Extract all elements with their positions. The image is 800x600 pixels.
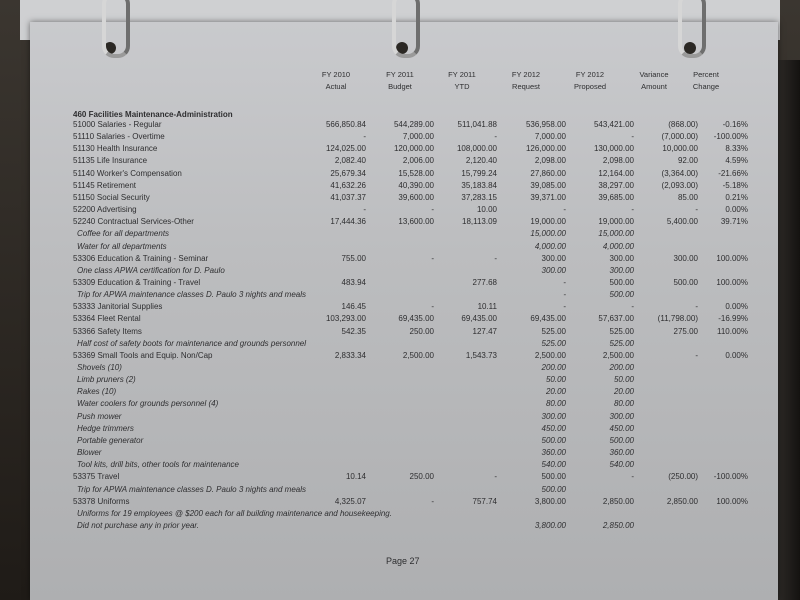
cell-request: - <box>563 277 566 287</box>
cell-budget: 7,000.00 <box>402 132 434 142</box>
cell-proposed: 4,000.00 <box>602 241 634 251</box>
line-item-note: Rakes (10) <box>77 387 117 397</box>
cell-request: 540.00 <box>541 460 566 470</box>
cell-actual: 542.35 <box>341 326 366 336</box>
cell-percent: -100.00% <box>713 132 748 142</box>
cell-proposed: 200.00 <box>609 363 634 372</box>
line-item-label: 53309 Education & Training - Travel <box>73 277 201 287</box>
line-item-note: Water for all departments <box>77 241 167 251</box>
cell-variance: - <box>695 302 698 312</box>
line-item-note: Half cost of safety boots for maintenance and grounds personnel <box>77 338 307 348</box>
cell-proposed: 525.00 <box>609 338 634 348</box>
cell-proposed: - <box>631 132 634 142</box>
cell-ytd: 277.68 <box>472 277 497 287</box>
line-item-note: Did not purchase any in prior year. <box>77 520 199 530</box>
cell-proposed: 2,098.00 <box>602 156 634 166</box>
line-item-note: Hedge trimmers <box>77 423 134 433</box>
binder-ring <box>102 0 130 58</box>
cell-percent: -100.00% <box>713 472 748 482</box>
cell-ytd: 18,113.09 <box>462 217 497 227</box>
line-item-note: One class APWA certification for D. Paulo <box>77 265 225 275</box>
cell-proposed: 15,000.00 <box>598 229 634 239</box>
cell-ytd: - <box>494 253 497 263</box>
cell-ytd: 757.74 <box>472 496 497 506</box>
cell-request: 39,371.00 <box>530 192 566 202</box>
line-item-label: 53375 Travel <box>73 472 120 482</box>
cell-variance: (868.00) <box>668 120 698 129</box>
cell-ytd: 108,000.00 <box>456 144 497 154</box>
cell-request: 500.00 <box>541 472 566 482</box>
cell-ytd: - <box>494 472 497 482</box>
cell-percent: 110.00% <box>717 326 748 336</box>
cell-actual: 146.45 <box>341 302 366 312</box>
line-item-note: Coffee for all departments <box>77 229 170 239</box>
cell-proposed: 540.00 <box>609 460 634 470</box>
cell-variance: 5,400.00 <box>666 217 698 227</box>
cell-request: 7,000.00 <box>534 132 566 142</box>
cell-proposed: 2,850.00 <box>602 496 634 506</box>
line-item-note: Trip for APWA maintenance classes D. Paulo 3 nights and meals <box>77 290 306 300</box>
cell-request: 200.00 <box>541 363 566 372</box>
cell-budget: - <box>431 302 434 312</box>
line-item-label: 53369 Small Tools and Equip. Non/Cap <box>73 350 213 360</box>
binder-ring <box>678 0 706 58</box>
cell-ytd: 69,435.00 <box>461 314 497 324</box>
line-item-label: 53306 Education & Training - Seminar <box>73 253 209 263</box>
cell-request: 360.00 <box>541 448 566 458</box>
cell-proposed: 500.00 <box>609 435 634 445</box>
column-header-actual: FY 2010 <box>321 70 351 79</box>
line-item-label: 51150 Social Security <box>73 192 150 202</box>
cell-ytd: 10.00 <box>476 205 497 215</box>
cell-proposed: 50.00 <box>613 375 634 385</box>
cell-ytd: 511,041.88 <box>457 120 497 129</box>
cell-request: - <box>563 302 566 312</box>
cell-proposed: 12,164.00 <box>598 168 634 178</box>
cell-actual: - <box>363 205 366 215</box>
column-header-request: FY 2012 <box>511 70 541 79</box>
cell-percent: -5.18% <box>722 180 748 190</box>
cell-request: 300.00 <box>541 253 566 263</box>
line-item-label: 53333 Janitorial Supplies <box>73 302 163 312</box>
cell-variance: (2,093.00) <box>661 180 698 190</box>
cell-percent: 8.33% <box>725 144 748 154</box>
cell-actual: 124,025.00 <box>325 144 366 154</box>
cell-actual: 41,037.37 <box>330 192 366 202</box>
cell-ytd: 2,120.40 <box>465 156 497 166</box>
cell-actual: - <box>363 132 366 142</box>
column-header-ytd: YTD <box>454 82 470 91</box>
line-item-note: Portable generator <box>77 435 144 445</box>
cell-actual: 566,850.84 <box>325 120 366 129</box>
line-item-note: Trip for APWA maintenance classes D. Paulo 3 nights and meals <box>77 484 306 494</box>
cell-variance: 10,000.00 <box>662 144 698 154</box>
cell-actual: 755.00 <box>341 253 366 263</box>
cell-request: 300.00 <box>541 411 566 421</box>
cell-budget: 120,000.00 <box>393 144 434 154</box>
document-page <box>30 22 778 600</box>
cell-percent: 4.59% <box>725 156 748 166</box>
cell-actual: 103,293.00 <box>325 314 366 324</box>
cell-proposed: - <box>631 302 634 312</box>
cell-percent: -0.16% <box>722 120 748 129</box>
cell-ytd: 127.47 <box>472 326 497 336</box>
column-header-request: Request <box>512 82 540 91</box>
cell-variance: 500.00 <box>673 277 698 287</box>
cell-proposed: 543,421.00 <box>593 120 634 129</box>
cell-variance: 275.00 <box>673 326 698 336</box>
line-item-label: 51110 Salaries - Overtime <box>73 132 165 142</box>
line-item-label: 51145 Retirement <box>73 180 136 190</box>
cell-proposed: - <box>631 205 634 215</box>
cell-request: 300.00 <box>541 265 566 275</box>
cell-actual: 17,444.36 <box>330 217 366 227</box>
cell-percent: 0.00% <box>725 350 748 360</box>
cell-proposed: 19,000.00 <box>598 217 634 227</box>
cell-ytd: - <box>494 132 497 142</box>
cell-proposed: 300.00 <box>609 265 634 275</box>
column-header-proposed: FY 2012 <box>575 70 605 79</box>
cell-percent: 0.00% <box>725 302 748 312</box>
column-header-proposed: Proposed <box>573 82 607 91</box>
cell-request: 80.00 <box>545 399 566 409</box>
line-item-label: 52200 Advertising <box>73 205 137 215</box>
cell-budget: 13,600.00 <box>398 217 434 227</box>
cell-ytd: 1,543.73 <box>465 350 497 360</box>
line-item-note: Shovels (10) <box>77 363 122 372</box>
cell-percent: -16.99% <box>718 314 748 324</box>
cell-proposed: 20.00 <box>613 387 634 397</box>
line-item-label: 51135 Life Insurance <box>73 156 148 166</box>
column-header-budget: FY 2011 <box>386 70 414 79</box>
section-title: 460 Facilities Maintenance-Administration <box>73 110 233 119</box>
cell-request: 525.00 <box>541 326 566 336</box>
line-item-note: Blower <box>77 448 102 458</box>
line-item-note: Limb pruners (2) <box>77 375 136 385</box>
cell-ytd: 15,799.24 <box>461 168 497 178</box>
column-header-budget: Budget <box>388 82 412 91</box>
cell-request: 525.00 <box>541 338 566 348</box>
cell-actual: 2,833.34 <box>334 350 366 360</box>
cell-budget: 40,390.00 <box>398 180 434 190</box>
cell-percent: 0.00% <box>725 205 748 215</box>
cell-budget: - <box>431 205 434 215</box>
cell-request: - <box>563 205 566 215</box>
cell-request: 536,958.00 <box>525 120 566 129</box>
binder-cover <box>778 60 800 600</box>
cell-percent: 100.00% <box>716 253 748 263</box>
cell-proposed: 39,685.00 <box>598 192 634 202</box>
line-item-note: Uniforms for 19 employees @ $200 each for all building maintenance and housekeeping. <box>77 508 392 518</box>
cell-request: 2,500.00 <box>534 350 566 360</box>
cell-request: 500.00 <box>541 484 566 494</box>
cell-request: 126,000.00 <box>525 144 566 154</box>
cell-request: 450.00 <box>541 423 566 433</box>
cell-proposed: 2,500.00 <box>602 350 634 360</box>
line-item-note: Water coolers for grounds personnel (4) <box>77 399 219 409</box>
page-number: Page 27 <box>386 556 420 566</box>
cell-variance: 300.00 <box>673 253 698 263</box>
cell-percent: 100.00% <box>716 277 748 287</box>
cell-proposed: 300.00 <box>609 253 634 263</box>
cell-proposed: - <box>631 472 634 482</box>
line-item-label: 51130 Health Insurance <box>73 144 158 154</box>
cell-variance: (250.00) <box>668 472 698 482</box>
cell-request: 50.00 <box>545 375 566 385</box>
column-header-variance: Variance <box>639 70 669 79</box>
cell-request: 3,800.00 <box>534 496 566 506</box>
line-item-label: 53378 Uniforms <box>73 496 130 506</box>
line-item-note: Push mower <box>77 411 122 421</box>
column-header-percent: Change <box>692 82 720 91</box>
cell-request: - <box>563 290 566 300</box>
cell-budget: 250.00 <box>409 472 434 482</box>
cell-variance: 92.00 <box>677 156 698 166</box>
cell-request: 20.00 <box>545 387 566 397</box>
cell-budget: 2,006.00 <box>402 156 434 166</box>
cell-variance: (11,798.00) <box>657 314 698 324</box>
cell-actual: 4,325.07 <box>334 496 366 506</box>
cell-proposed: 130,000.00 <box>593 144 634 154</box>
cell-ytd: 37,283.15 <box>461 192 497 202</box>
column-header-variance: Amount <box>641 82 667 91</box>
cell-budget: 544,289.00 <box>393 120 434 129</box>
cell-proposed: 450.00 <box>609 423 634 433</box>
cell-actual: 25,679.34 <box>330 168 366 178</box>
cell-variance: 85.00 <box>677 192 698 202</box>
column-header-ytd: FY 2011 <box>448 70 476 79</box>
cell-budget: 2,500.00 <box>402 350 434 360</box>
line-item-label: 53364 Fleet Rental <box>73 314 141 324</box>
cell-budget: 250.00 <box>409 326 434 336</box>
cell-percent: 0.21% <box>725 192 748 202</box>
line-item-label: 51000 Salaries - Regular <box>73 120 162 129</box>
cell-request: 2,098.00 <box>534 156 566 166</box>
column-header-actual: Actual <box>325 82 347 91</box>
cell-percent: -21.66% <box>718 168 748 178</box>
cell-proposed: 500.00 <box>609 277 634 287</box>
cell-proposed: 525.00 <box>609 326 634 336</box>
cell-budget: 15,528.00 <box>398 168 434 178</box>
cell-budget: 39,600.00 <box>398 192 434 202</box>
cell-actual: 2,082.40 <box>334 156 366 166</box>
cell-proposed: 360.00 <box>609 448 634 458</box>
line-item-label: 52240 Contractual Services-Other <box>73 217 194 227</box>
cell-request: 39,085.00 <box>530 180 566 190</box>
cell-variance: (7,000.00) <box>661 132 698 142</box>
cell-variance: - <box>695 205 698 215</box>
cell-budget: 69,435.00 <box>398 314 434 324</box>
cell-actual: 41,632.26 <box>330 180 366 190</box>
cell-request: 500.00 <box>541 435 566 445</box>
line-item-label: 51140 Worker's Compensation <box>73 168 182 178</box>
cell-proposed: 2,850.00 <box>602 520 634 530</box>
cell-actual: 10.14 <box>345 472 366 482</box>
cell-request: 27,860.00 <box>530 168 566 178</box>
cell-variance: - <box>695 350 698 360</box>
cell-variance: 2,850.00 <box>666 496 698 506</box>
cell-ytd: 10.11 <box>477 302 497 312</box>
cell-budget: - <box>431 496 434 506</box>
line-item-note: Tool kits, drill bits, other tools for maintenance <box>77 460 240 470</box>
cell-request: 69,435.00 <box>530 314 566 324</box>
cell-proposed: 57,637.00 <box>598 314 634 324</box>
cell-variance: (3,364.00) <box>661 168 698 178</box>
cell-percent: 39.71% <box>720 217 748 227</box>
line-item-label: 53366 Safety Items <box>73 326 142 336</box>
cell-ytd: 35,183.84 <box>461 180 497 190</box>
cell-request: 15,000.00 <box>530 229 566 239</box>
cell-proposed: 38,297.00 <box>598 180 634 190</box>
column-header-percent: Percent <box>693 70 719 79</box>
cell-proposed: 80.00 <box>613 399 634 409</box>
cell-proposed: 300.00 <box>609 411 634 421</box>
cell-request: 4,000.00 <box>534 241 566 251</box>
cell-budget: - <box>431 253 434 263</box>
cell-request: 19,000.00 <box>530 217 566 227</box>
binder-ring <box>392 0 420 58</box>
cell-proposed: 500.00 <box>609 290 634 300</box>
cell-actual: 483.94 <box>341 277 366 287</box>
cell-request: 3,800.00 <box>534 520 566 530</box>
cell-percent: 100.00% <box>716 496 748 506</box>
